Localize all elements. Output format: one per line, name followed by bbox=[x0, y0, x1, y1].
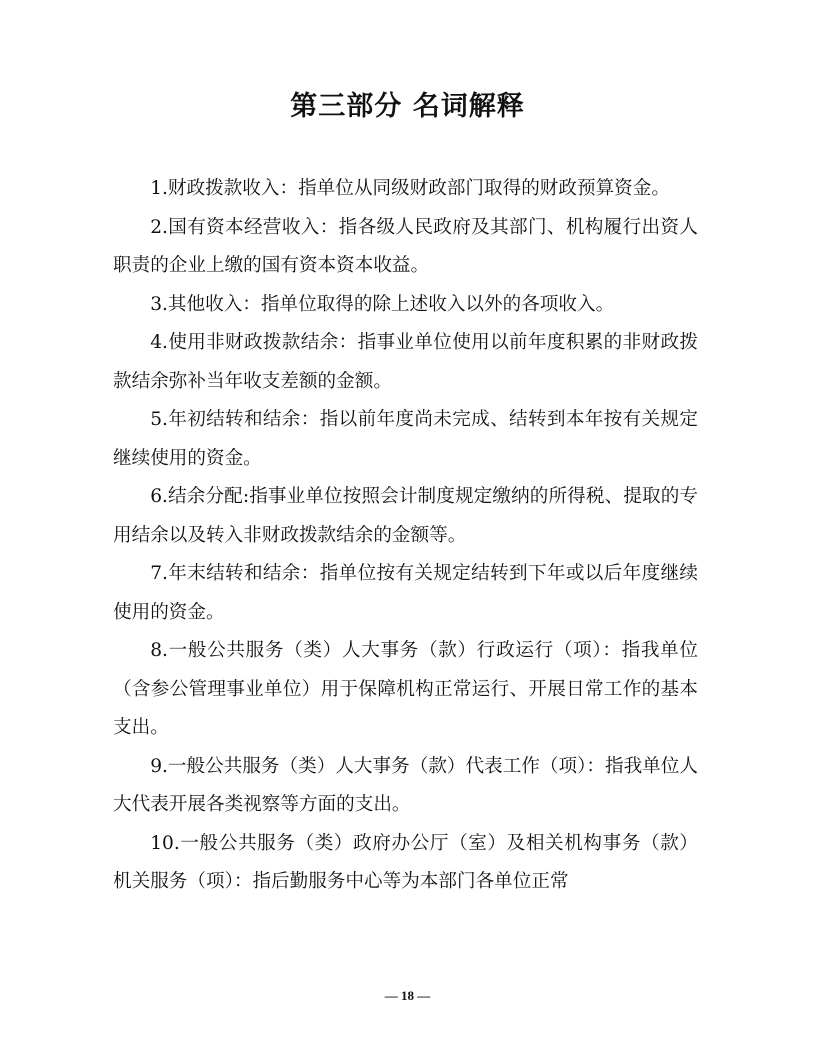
page-number: — 18 — bbox=[384, 988, 431, 1003]
glossary-item-9: 9.一般公共服务（类）人大事务（款）代表工作（项）：指我单位人大代表开展各类视察等方面的支出。 bbox=[113, 755, 698, 815]
glossary-item-8: 8.一般公共服务（类）人大事务（款）行政运行（项）：指我单位（含参公管理事业单位）用于保障机构正常运行、开展日常工作的基本支出。 bbox=[113, 640, 698, 738]
glossary-item-3: 3.其他收入：指单位取得的除上述收入以外的各项收入。 bbox=[150, 293, 615, 315]
glossary-item-5: 5.年初结转和结余：指以前年度尚未完成、结转到本年按有关规定继续使用的资金。 bbox=[113, 409, 698, 469]
glossary-item-1: 1.财政拨款收入：指单位从同级财政部门取得的财政预算资金。 bbox=[150, 178, 670, 199]
glossary-item-10: 10.一般公共服务（类）政府办公厅（室）及相关机构事务（款）机关服务（项）：指后勤服务中心等为本部门各单位正常 bbox=[113, 832, 698, 892]
glossary-item-7: 7.年末结转和结余：指单位按有关规定结转到下年或以后年度继续使用的资金。 bbox=[113, 563, 698, 623]
page-title: 第三部分 名词解释 bbox=[290, 91, 525, 122]
glossary-body bbox=[113, 170, 698, 902]
glossary-item-6: 6.结余分配:指事业单位按照会计制度规定缴纳的所得税、提取的专用结余以及转入非财政拨款结余的金额等。 bbox=[113, 486, 698, 546]
glossary-item-4: 4.使用非财政拨款结余：指事业单位使用以前年度积累的非财政拨款结余弥补当年收支差额的金额。 bbox=[113, 332, 698, 392]
glossary-item-2: 2.国有资本经营收入：指各级人民政府及其部门、机构履行出资人职责的企业上缴的国有资本资本收益。 bbox=[113, 216, 698, 276]
